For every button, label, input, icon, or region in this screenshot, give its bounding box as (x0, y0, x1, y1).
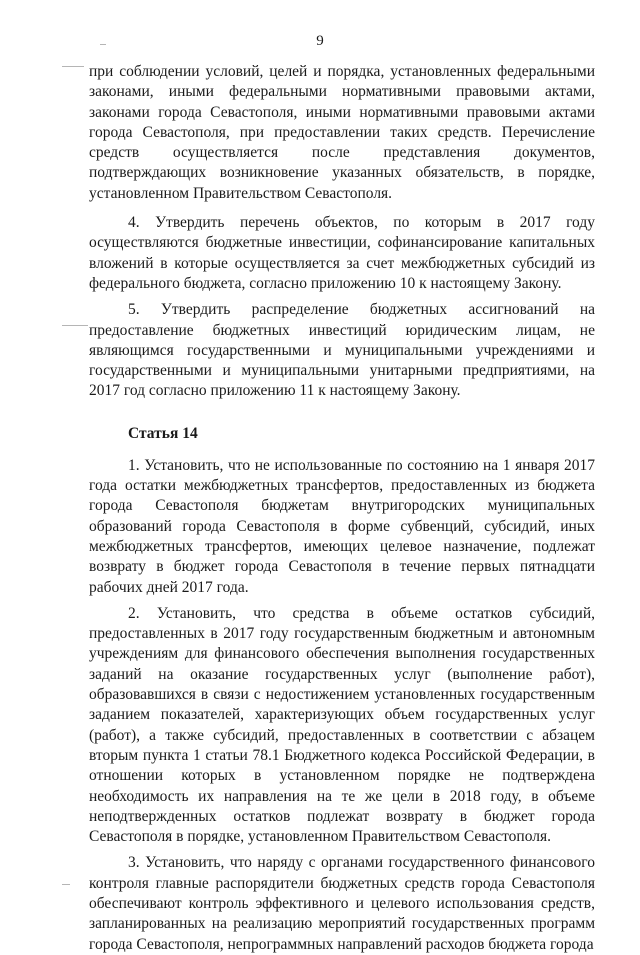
scan-artifact (62, 884, 70, 885)
article-paragraph-3: 3. Установить, что наряду с органами государственного финансового контроля главные распорядители бюджетных средств города Севастополя обеспечивают контроль эффективного и целевого использования средств, запланированных на реализацию мероприятий государственных программ города Севастополя, непрограммных направлений расходов бюджета города (89, 854, 595, 953)
paragraph-item-4: 4. Утвердить перечень объектов, по которым в 2017 году осуществляются бюджетные инвестиции, софинансирование капитальных вложений в которые осуществляется за счет межбюджетных субсидий из федерального бюджета, согласно приложению 10 к настоящему Закону. (89, 214, 595, 292)
document-body (89, 62, 595, 955)
article-paragraph-2: 2. Установить, что средства в объеме остатков субсидий, предоставленных в 2017 году государственным бюджетным и автономным учреждениям для финансового обеспечения выполнения государственных заданий на оказание государственных услуг (выполнение работ), образовавшихся в связи с недостижением установленных государственным заданием показателей, характеризующих объем государственных услуг (работ), а также субсидий, предоставленных в соответствии с абзацем вторым пункта 1 статьи 78.1 Бюджетного кодекса Российской Федерации, в отношении которых в установленном порядке не подтверждена необходимость их направления на те же цели в 2018 году, в объеме неподтвержденных остатков подлежат возврату в бюджет города Севастополя в порядке, установленном Правительством Севастополя. (89, 604, 595, 846)
scan-artifact (62, 325, 88, 326)
paragraph-item-5: 5. Утвердить распределение бюджетных ассигнований на предоставление бюджетных инвестиций юридическим лицам, не являющимся государственными и муниципальными учреждениями и государственными и муниципальными унитарными предприятиями, на 2017 год согласно приложению 11 к настоящему Закону. (89, 301, 595, 400)
article-heading: Статья 14 (128, 424, 198, 442)
article-paragraph-1: 1. Установить, что не использованные по состоянию на 1 января 2017 года остатки межбюджетных трансфертов, предоставленных из бюджета города Севастополя бюджетам внутригородских муниципальных образований города Севастополя в форме субвенций, субсидий, иных межбюджетных трансфертов, имеющих целевое назначение, подлежат возврату в бюджет города Севастополя в течение первых пятнадцати рабочих дней 2017 года. (89, 456, 595, 596)
scan-artifact (62, 66, 84, 67)
page-number: 9 (316, 33, 324, 49)
scan-artifact (100, 44, 106, 45)
paragraph-continuation: при соблюдении условий, целей и порядка, установленных федеральными законами, иными федеральными нормативными правовыми актами, законами города Севастополя, иными нормативными правовыми актами города Севастополя, при предоставлении таких средств. Перечисление средств осуществляется после представления документов, подтверждающих возникновение указанных обязательств, в порядке, установленном Правительством Севастополя. (89, 63, 595, 202)
